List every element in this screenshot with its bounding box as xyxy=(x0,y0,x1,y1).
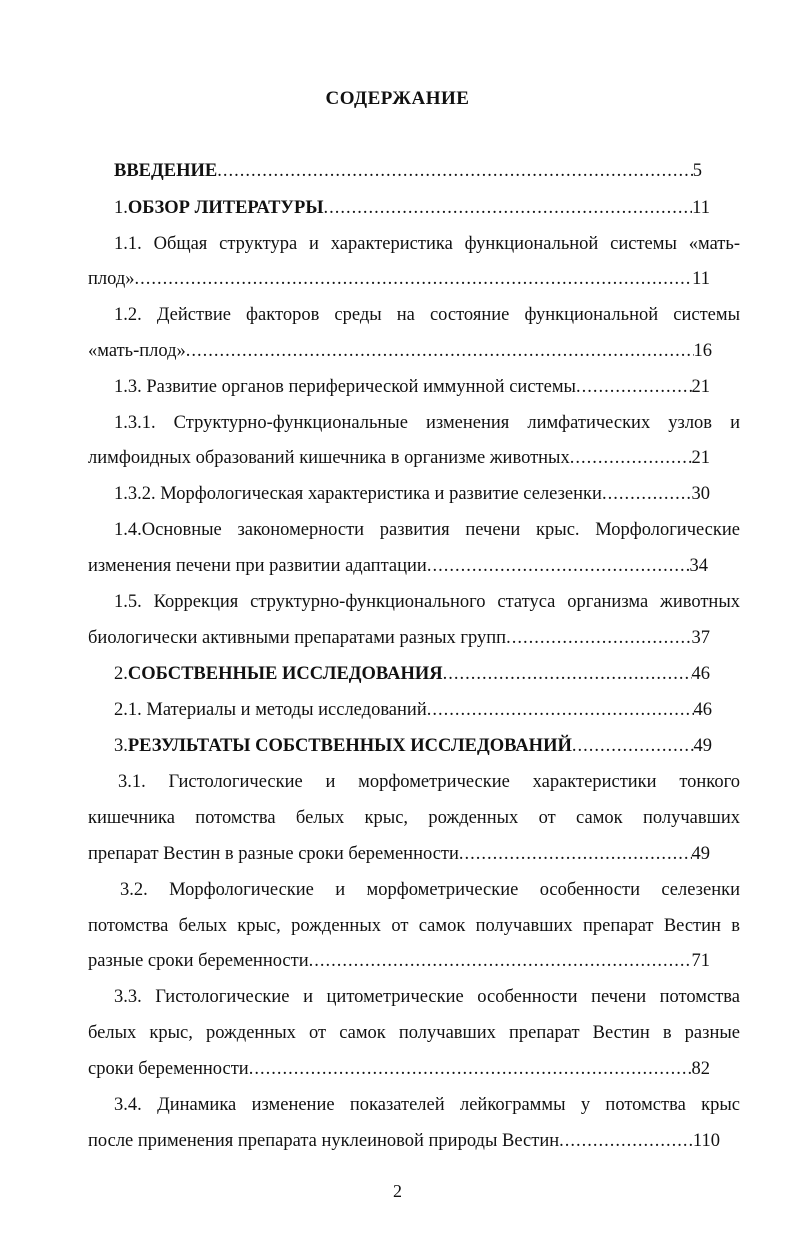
toc-entry-s1-2-line2 xyxy=(88,339,712,363)
toc-entry-s3-1-line3 xyxy=(88,842,710,866)
toc-entry-number: 2. xyxy=(114,664,128,684)
toc-leader xyxy=(443,662,692,686)
toc-entry-text: биологически активными препаратами разных групп xyxy=(88,628,507,648)
toc-entry-text: РЕЗУЛЬТАТЫ СОБСТВЕННЫХ ИССЛЕДОВАНИЙ xyxy=(127,736,572,756)
toc-entry-s1-3 xyxy=(114,375,710,399)
page-number: 2 xyxy=(393,1181,402,1201)
toc-leader xyxy=(576,375,692,399)
toc-page: 46 xyxy=(691,664,710,684)
toc-entry-s1-2-line1: 1.2. Действие факторов среды на состояние функциональной системы xyxy=(114,305,740,325)
toc-page: 11 xyxy=(692,269,710,289)
toc-leader xyxy=(427,698,694,722)
toc-entry-text: изменения печени при развитии адаптации xyxy=(88,556,427,576)
toc-leader xyxy=(217,159,693,183)
toc-entry-s2-1 xyxy=(114,698,712,722)
toc-entry-intro xyxy=(114,159,702,183)
toc-entry-s3-3-line2: белых крыс, рожденных от самок получавших препарат Вестин в разные xyxy=(88,1023,740,1043)
toc-entry-s1-5-line2 xyxy=(88,626,710,650)
toc-entry-s3-3-line1: 3.3. Гистологические и цитометрические особенности печени потомства xyxy=(114,987,740,1007)
toc-entry-text: 1.3.2. Морфологическая характеристика и развитие селезенки xyxy=(114,484,602,504)
toc-entry-s3-2-line2: потомства белых крыс, рожденных от самок получавших препарат Вестин в xyxy=(88,916,740,936)
toc-leader xyxy=(323,196,692,220)
toc-leader xyxy=(249,1057,692,1081)
toc-entry-s3-4-line1: 3.4. Динамика изменение показателей лейкограммы у потомства крыс xyxy=(114,1095,740,1115)
toc-entry-s1-5-line1: 1.5. Коррекция структурно-функционального статуса организма животных xyxy=(114,592,740,612)
toc-entry-s1-4-line1: 1.4.Основные закономерности развития печени крыс. Морфологические xyxy=(114,520,740,540)
toc-page: 46 xyxy=(693,700,712,720)
toc-page: 110 xyxy=(692,1131,720,1151)
toc-page: 21 xyxy=(691,377,710,397)
toc-entry-s3 xyxy=(114,734,712,758)
toc-page: 11 xyxy=(692,198,710,218)
toc-entry-number: 3. xyxy=(114,736,128,756)
toc-leader xyxy=(459,842,692,866)
toc-entry-s3-1-line2: кишечника потомства белых крыс, рожденных от самок получавших xyxy=(88,808,740,828)
toc-leader xyxy=(309,949,692,973)
toc-page: 71 xyxy=(691,951,710,971)
toc-leader xyxy=(506,626,691,650)
toc-page: 34 xyxy=(689,556,708,576)
toc-entry-text: после применения препарата нуклеиновой природы Вестин xyxy=(88,1131,560,1151)
toc-entry-s1-4-line2 xyxy=(88,554,708,578)
toc-page: 82 xyxy=(691,1059,710,1079)
toc-leader xyxy=(135,267,693,291)
toc-entry-text: «мать-плод» xyxy=(88,341,186,361)
toc-entry-s2 xyxy=(114,662,710,686)
toc-entry-s3-2-line1: 3.2. Морфологические и морфометрические особенности селезенки xyxy=(120,880,740,900)
toc-entry-s3-3-line3 xyxy=(88,1057,710,1081)
toc-entry-text: лимфоидных образований кишечника в организме животных xyxy=(88,448,570,468)
toc-entry-text: 2.1. Материалы и методы исследований xyxy=(114,700,427,720)
toc-entry-s1-3-1-line1: 1.3.1. Структурно-функциональные изменения лимфатических узлов и xyxy=(114,413,740,433)
toc-entry-s3-4-line2 xyxy=(88,1129,720,1153)
toc-page: 37 xyxy=(691,628,710,648)
page-title: СОДЕРЖАНИЕ xyxy=(325,88,470,109)
toc-entry-text: 1.3. Развитие органов периферической иммунной системы xyxy=(114,377,576,397)
toc-entry-s1-1-line1: 1.1. Общая структура и характеристика функциональной системы «мать- xyxy=(114,234,740,254)
toc-entry-text: ОБЗОР ЛИТЕРАТУРЫ xyxy=(127,198,324,218)
toc-leader xyxy=(186,339,694,363)
toc-entry-s1 xyxy=(114,196,710,220)
toc-entry-s3-1-line1: 3.1. Гистологические и морфометрические характеристики тонкого xyxy=(118,772,740,792)
toc-leader xyxy=(427,554,690,578)
toc-entry-number: 1. xyxy=(114,198,128,218)
toc-page: 21 xyxy=(691,448,710,468)
toc-entry-text: препарат Вестин в разные сроки беременности xyxy=(88,844,459,864)
toc-entry-s1-3-1-line2 xyxy=(88,446,710,470)
toc-entry-s3-2-line3 xyxy=(88,949,710,973)
toc-leader xyxy=(572,734,694,758)
toc-leader xyxy=(570,446,692,470)
toc-entry-text: СОБСТВЕННЫЕ ИССЛЕДОВАНИЯ xyxy=(127,664,443,684)
toc-entry-s1-1-line2 xyxy=(88,267,710,291)
toc-page: 49 xyxy=(693,736,712,756)
toc-page: 5 xyxy=(692,161,702,181)
toc-page: 30 xyxy=(691,484,710,504)
toc-page: 49 xyxy=(691,844,710,864)
toc-leader xyxy=(559,1129,693,1153)
toc-leader xyxy=(602,482,692,506)
toc-entry-text: плод» xyxy=(88,269,135,289)
toc-entry-text: сроки беременности xyxy=(88,1059,249,1079)
toc-entry-text: ВВЕДЕНИЕ xyxy=(114,161,218,181)
toc-entry-s1-3-2 xyxy=(114,482,710,506)
toc-entry-text: разные сроки беременности xyxy=(88,951,309,971)
toc-page: 16 xyxy=(693,341,712,361)
